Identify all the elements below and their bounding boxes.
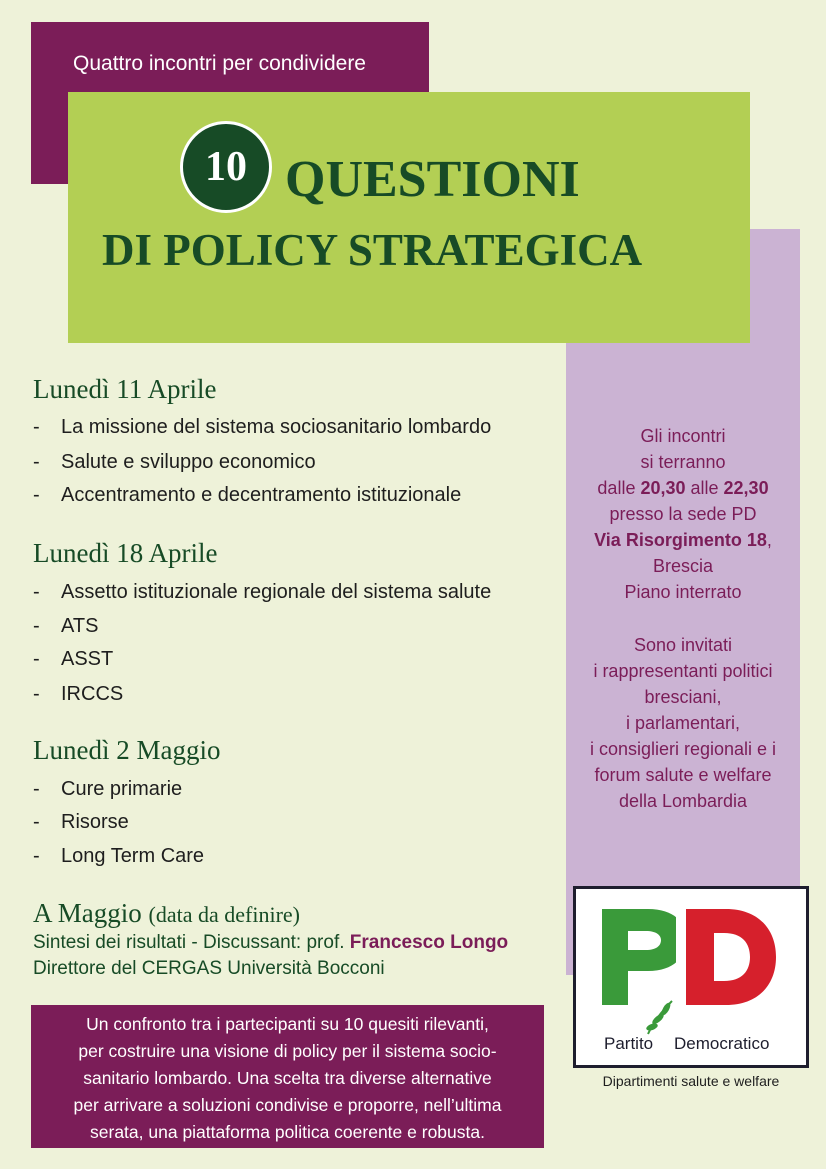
meeting-item: - Risorse	[33, 811, 129, 833]
meeting-date-2: Lunedì 18 Aprile	[33, 538, 218, 568]
meeting-item: - Long Term Care	[33, 845, 205, 867]
pd-logo-graphic	[576, 889, 806, 1065]
logo-text-right: Democratico	[674, 1034, 770, 1053]
meeting-item: - Assetto istituzionale regionale del sistema salute	[33, 581, 492, 603]
intro-text: Quattro incontri per condividere	[73, 52, 366, 75]
discussant-line: Sintesi dei risultati - Discussant: prof. Francesco Longo	[33, 932, 509, 953]
meeting-date-3: Lunedì 2 Maggio	[33, 735, 221, 765]
title-line-1: QUESTIONI	[285, 151, 580, 208]
discussant-affiliation: Direttore del CERGAS Università Bocconi	[33, 958, 385, 979]
info-text: Gli incontri si terranno dalle 20,30 alle 22,30 presso la sede PD Via Risorgimento 18, Brescia Piano interrato	[594, 426, 772, 602]
description-box: Un confronto tra i partecipanti su 10 quesiti rilevanti, per costruire una visione di policy per il sistema socio- sanitario lombardo. Una scelta tra diverse alternative per arrivare a soluzioni condivise e proporre, nell’ultima serata, una piattaforma politica coerente e robusta.	[31, 1005, 544, 1148]
meeting-item: - Accentramento e decentramento istituzionale	[33, 484, 462, 506]
meeting-item: - Cure primarie	[33, 778, 183, 800]
title-panel	[68, 92, 750, 343]
pd-logo	[573, 886, 809, 1068]
meeting-item: - ATS	[33, 615, 99, 637]
meeting-item: - La missione del sistema sociosanitario lombardo	[33, 416, 492, 438]
meeting-item: - Salute e sviluppo economico	[33, 451, 316, 473]
final-meeting-date: A Maggio (data da definire)	[33, 898, 300, 928]
logo-caption: Dipartimenti salute e welfare	[602, 1073, 780, 1089]
invite-text: Sono invitati i rappresentanti politici bresciani, i parlamentari, i consiglieri regionali e i forum salute e welfare della Lombardia	[589, 635, 777, 811]
logo-text-left: Partito	[604, 1034, 654, 1053]
meeting-item: - IRCCS	[33, 683, 124, 705]
meeting-item: - ASST	[33, 648, 114, 670]
title-line-2: DI POLICY STRATEGICA	[102, 225, 643, 275]
meeting-date-1: Lunedì 11 Aprile	[33, 374, 217, 404]
number-badge: 10	[180, 121, 272, 213]
